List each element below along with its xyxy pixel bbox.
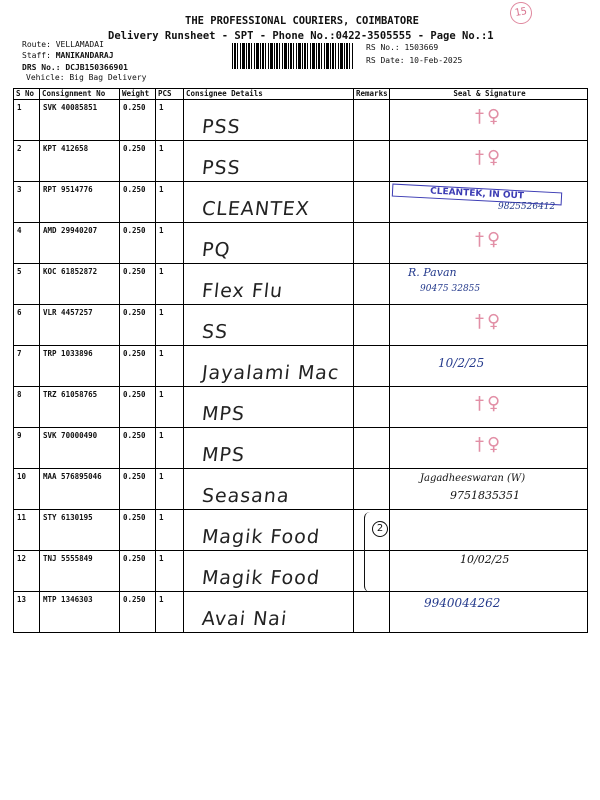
handwritten-consignee: Avai Nai — [200, 608, 289, 630]
cell-consignment: VLR 4457257 — [40, 305, 120, 346]
table-row — [14, 387, 588, 428]
cell-weight: 0.250 — [120, 428, 156, 469]
cell-weight: 0.250 — [120, 469, 156, 510]
cell-consignment: KPT 412658 — [40, 141, 120, 182]
barcode — [232, 43, 354, 69]
phone-handwritten: 90475 32855 — [420, 284, 481, 294]
drs-line — [22, 63, 128, 73]
cell-signature — [390, 305, 588, 346]
cell-signature — [390, 387, 588, 428]
cell-sno: 10 — [14, 469, 40, 510]
cell-consignee — [184, 100, 354, 141]
cell-pcs: 1 — [156, 223, 184, 264]
cell-pcs: 1 — [156, 510, 184, 551]
cell-consignee — [184, 428, 354, 469]
date-handwritten: 10/2/25 — [438, 356, 485, 370]
cell-signature — [390, 592, 588, 633]
cell-weight: 0.250 — [120, 100, 156, 141]
staff-label: Staff: — [22, 51, 51, 60]
handwritten-consignee: PQ — [200, 239, 232, 261]
cell-consignee — [184, 264, 354, 305]
cell-remarks — [354, 264, 390, 305]
table-row — [14, 264, 588, 305]
remark-count-mark: 2 — [372, 521, 388, 537]
cell-consignment: MTP 1346303 — [40, 592, 120, 633]
table-row — [14, 305, 588, 346]
cell-signature — [390, 346, 588, 387]
cell-remarks — [354, 346, 390, 387]
cell-sno: 3 — [14, 182, 40, 223]
cell-remarks — [354, 592, 390, 633]
cell-signature — [390, 469, 588, 510]
drs-label: DRS No.: — [22, 63, 61, 72]
cell-pcs: 1 — [156, 182, 184, 223]
cell-signature — [390, 223, 588, 264]
col-header-consignment: Consignment No — [40, 89, 120, 100]
cell-sno: 12 — [14, 551, 40, 592]
col-header-weight: Weight — [120, 89, 156, 100]
receiver-signature: Jagadheeswaran (W) — [420, 473, 526, 484]
cell-weight: 0.250 — [120, 141, 156, 182]
table-row — [14, 141, 588, 182]
table-header-row — [14, 89, 588, 100]
cell-sno: 11 — [14, 510, 40, 551]
cell-weight: 0.250 — [120, 182, 156, 223]
remarks-bracket — [364, 512, 371, 592]
table-row — [14, 428, 588, 469]
cell-sno: 1 — [14, 100, 40, 141]
handwritten-consignee: MPS — [200, 444, 247, 466]
cell-consignment: TRZ 61058765 — [40, 387, 120, 428]
handwritten-consignee: MPS — [200, 403, 247, 425]
cell-pcs: 1 — [156, 141, 184, 182]
route-line: Route: VELLAMADAI — [22, 40, 104, 49]
rs-date: RS Date: 10-Feb-2025 — [366, 56, 463, 65]
cell-consignment: TNJ 5555849 — [40, 551, 120, 592]
pink-ink-mark-icon: †♀ — [475, 229, 504, 250]
company-stamp: CLEANTEK, IN OUT — [392, 184, 562, 206]
phone-handwritten: 9940044262 — [424, 596, 501, 610]
cell-weight: 0.250 — [120, 264, 156, 305]
cell-sno: 13 — [14, 592, 40, 633]
table-row — [14, 100, 588, 141]
cell-pcs: 1 — [156, 428, 184, 469]
cell-consignment: STY 6130195 — [40, 510, 120, 551]
cell-consignee — [184, 387, 354, 428]
cell-consignee — [184, 346, 354, 387]
cell-signature — [390, 182, 588, 223]
cell-consignment: SVK 40085851 — [40, 100, 120, 141]
cell-pcs: 1 — [156, 346, 184, 387]
cell-weight: 0.250 — [120, 346, 156, 387]
runsheet-subtitle: Delivery Runsheet - SPT - Phone No.:0422-3505555 - Page No.:1 — [108, 30, 494, 42]
cell-signature — [390, 551, 588, 592]
cell-pcs: 1 — [156, 264, 184, 305]
drs-value: DCJB150366901 — [65, 63, 128, 72]
cell-consignee — [184, 141, 354, 182]
cell-pcs: 1 — [156, 592, 184, 633]
phone-handwritten: 9751835351 — [450, 489, 520, 502]
cell-signature — [390, 264, 588, 305]
cell-weight: 0.250 — [120, 551, 156, 592]
cell-consignee — [184, 305, 354, 346]
table-row — [14, 592, 588, 633]
handwritten-consignee: SS — [200, 321, 230, 343]
handwritten-consignee: Flex Flu — [200, 280, 285, 302]
table-row — [14, 182, 588, 223]
cell-consignment: AMD 29940207 — [40, 223, 120, 264]
pink-ink-mark-icon: †♀ — [475, 147, 504, 168]
cell-sno: 4 — [14, 223, 40, 264]
cell-pcs: 1 — [156, 387, 184, 428]
cell-weight: 0.250 — [120, 305, 156, 346]
col-header-pcs: PCS — [156, 89, 184, 100]
cell-sno: 6 — [14, 305, 40, 346]
handwritten-consignee: PSS — [200, 157, 242, 179]
handwritten-consignee: Magik Food — [200, 526, 322, 548]
company-title: THE PROFESSIONAL COURIERS, COIMBATORE — [185, 15, 419, 27]
cell-consignee — [184, 469, 354, 510]
cell-consignee — [184, 592, 354, 633]
cell-signature — [390, 428, 588, 469]
cell-weight: 0.250 — [120, 223, 156, 264]
cell-weight: 0.250 — [120, 510, 156, 551]
cell-remarks — [354, 469, 390, 510]
cell-consignment: MAA 576895046 — [40, 469, 120, 510]
staff-value: MANIKANDARAJ — [55, 51, 114, 60]
table-row — [14, 469, 588, 510]
cell-consignment: SVK 70000490 — [40, 428, 120, 469]
cell-signature — [390, 100, 588, 141]
cell-weight: 0.250 — [120, 592, 156, 633]
cell-remarks — [354, 428, 390, 469]
cell-consignee — [184, 551, 354, 592]
cell-consignment: TRP 1033896 — [40, 346, 120, 387]
cell-pcs: 1 — [156, 100, 184, 141]
cell-consignment: KOC 61852872 — [40, 264, 120, 305]
table-row — [14, 551, 588, 592]
handwritten-consignee: Magik Food — [200, 567, 322, 589]
pink-ink-mark-icon: †♀ — [475, 434, 504, 455]
vehicle-line: Vehicle: Big Bag Delivery — [26, 73, 147, 82]
cell-remarks — [354, 100, 390, 141]
table-row — [14, 346, 588, 387]
cell-pcs: 1 — [156, 305, 184, 346]
receiver-signature: R. Pavan — [408, 266, 457, 279]
table-row — [14, 510, 588, 551]
handwritten-consignee: PSS — [200, 116, 242, 138]
staff-line — [22, 51, 114, 61]
pink-ink-mark-icon: †♀ — [475, 393, 504, 414]
col-header-consignee: Consignee Details — [184, 89, 354, 100]
handwritten-consignee: Seasana — [200, 485, 291, 507]
handwritten-consignee: Jayalami Mac — [200, 362, 341, 384]
cell-sno: 9 — [14, 428, 40, 469]
cell-remarks — [354, 141, 390, 182]
cell-sno: 7 — [14, 346, 40, 387]
cell-pcs: 1 — [156, 551, 184, 592]
cell-pcs: 1 — [156, 469, 184, 510]
pink-ink-mark-icon: †♀ — [475, 311, 504, 332]
table-row — [14, 223, 588, 264]
col-header-sno: S No — [14, 89, 40, 100]
cell-sno: 5 — [14, 264, 40, 305]
handwritten-consignee: CLEANTEX — [200, 198, 311, 220]
date-handwritten: 10/02/25 — [460, 553, 510, 566]
pink-ink-mark-icon: †♀ — [475, 106, 504, 127]
col-header-signature: Seal & Signature — [390, 89, 588, 100]
cell-consignee — [184, 510, 354, 551]
phone-handwritten: 9825526412 — [498, 202, 556, 212]
cell-signature — [390, 510, 588, 551]
col-header-remarks: Remarks — [354, 89, 390, 100]
cell-consignee — [184, 182, 354, 223]
cell-remarks — [354, 551, 390, 592]
cell-consignment: RPT 9514776 — [40, 182, 120, 223]
cell-remarks — [354, 223, 390, 264]
cell-weight: 0.250 — [120, 387, 156, 428]
cell-consignee — [184, 223, 354, 264]
page-number-mark: 15 — [508, 0, 533, 25]
cell-remarks — [354, 182, 390, 223]
runsheet-table — [13, 88, 588, 633]
cell-sno: 8 — [14, 387, 40, 428]
cell-remarks — [354, 305, 390, 346]
cell-sno: 2 — [14, 141, 40, 182]
cell-remarks — [354, 387, 390, 428]
cell-signature — [390, 141, 588, 182]
rs-number: RS No.: 1503669 — [366, 43, 439, 52]
